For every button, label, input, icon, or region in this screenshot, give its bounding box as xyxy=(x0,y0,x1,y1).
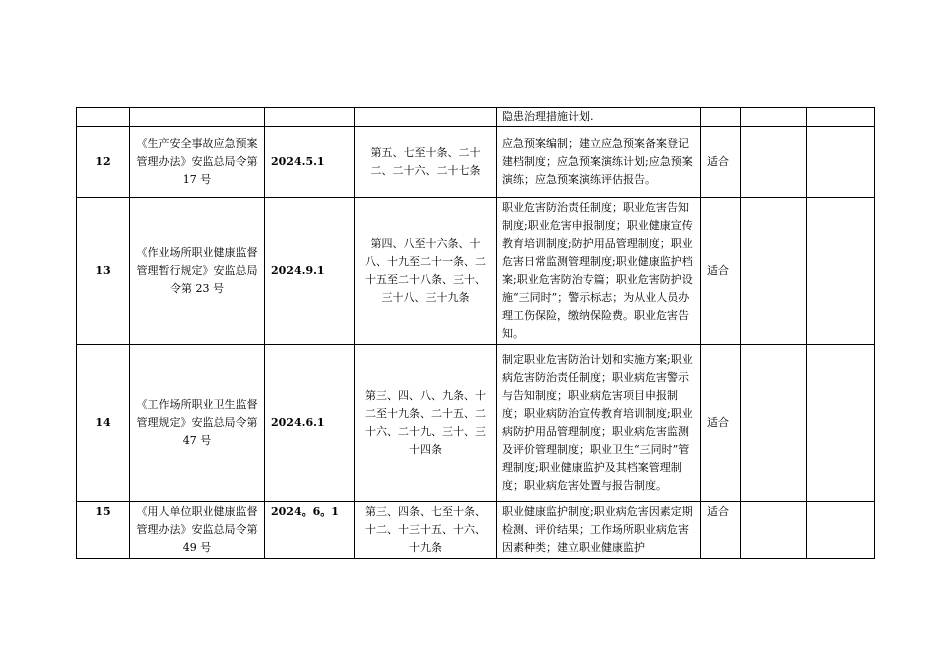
table-row xyxy=(77,127,875,198)
row-number: 14 xyxy=(77,345,130,502)
empty-cell-2 xyxy=(807,127,875,198)
applicable-articles: 第三、四、八、九条、十二至十九条、二十五、二十六、二十九、三十、三十四条 xyxy=(355,345,497,502)
requirements-cell: 隐患治理措施计划. xyxy=(497,108,701,127)
regulation-table xyxy=(76,107,875,559)
empty-cell-1 xyxy=(741,345,807,502)
applicable-articles xyxy=(355,108,497,127)
table-row xyxy=(77,345,875,502)
effective-date: 2024.6.1 xyxy=(265,345,355,502)
requirements-cell: 制定职业危害防治计划和实施方案;职业病危害防治责任制度；职业病危害警示与告知制度；职业病危害项目申报制度；职业病防治宣传教育培训制度;职业病防护用品管理制度；职业病危害监测及评价管理制度；职业卫生“三同时”管理制度;职业健康监护及其档案管理制度；职业病危害处置与报告制度。 xyxy=(497,345,701,502)
empty-cell-1 xyxy=(741,502,807,559)
requirements-cell: 应急预案编制；建立应急预案备案登记建档制度；应急预案演练计划;应急预案演练；应急预案演练评估报告。 xyxy=(497,127,701,198)
applicability-cell: 适合 xyxy=(701,127,741,198)
regulation-name: 《作业场所职业健康监督管理暂行规定》安监总局令第 23 号 xyxy=(130,198,265,345)
empty-cell-1 xyxy=(741,108,807,127)
regulation-name: 《工作场所职业卫生监督管理规定》安监总局令第 47 号 xyxy=(130,345,265,502)
table-row xyxy=(77,198,875,345)
empty-cell-1 xyxy=(741,127,807,198)
row-number: 15 xyxy=(77,502,130,559)
empty-cell-2 xyxy=(807,198,875,345)
regulation-name: 《用人单位职业健康监督管理办法》安监总局令第 49 号 xyxy=(130,502,265,559)
regulation-name xyxy=(130,108,265,127)
effective-date xyxy=(265,108,355,127)
applicable-articles: 第四、八至十六条、十八、十九至二十一条、二十五至二十八条、三十、三十八、三十九条 xyxy=(355,198,497,345)
regulation-name: 《生产安全事故应急预案管理办法》安监总局令第 17 号 xyxy=(130,127,265,198)
table-row xyxy=(77,502,875,559)
empty-cell-2 xyxy=(807,108,875,127)
applicable-articles: 第三、四条、七至十条、十二、十三十五、十六、十九条 xyxy=(355,502,497,559)
applicability-cell: 适合 xyxy=(701,502,741,559)
empty-cell-2 xyxy=(807,345,875,502)
row-number: 12 xyxy=(77,127,130,198)
empty-cell-2 xyxy=(807,502,875,559)
applicability-cell: 适合 xyxy=(701,198,741,345)
effective-date: 2024.5.1 xyxy=(265,127,355,198)
applicable-articles: 第五、七至十条、二十二、二十六、二十七条 xyxy=(355,127,497,198)
empty-cell-1 xyxy=(741,198,807,345)
requirements-cell: 职业危害防治责任制度；职业危害告知制度;职业危害申报制度；职业健康宣传教育培训制度;防护用品管理制度；职业危害日常监测管理制度;职业健康监护档案;职业危害防治专篇；职业危害防护设施“三同时”；警示标志；为从业人员办理工伤保险，缴纳保险费。职业危害告知。 xyxy=(497,198,701,345)
effective-date: 2024。6。1 xyxy=(265,502,355,559)
applicability-cell: 适合 xyxy=(701,345,741,502)
row-number xyxy=(77,108,130,127)
table-row xyxy=(77,108,875,127)
effective-date: 2024.9.1 xyxy=(265,198,355,345)
applicability-cell xyxy=(701,108,741,127)
row-number: 13 xyxy=(77,198,130,345)
requirements-cell xyxy=(497,502,701,559)
requirements-text: 职业健康监护制度;职业病危害因素定期检测、评价结果；工作场所职业病危害因素种类；建立职业健康监护 xyxy=(502,505,693,554)
